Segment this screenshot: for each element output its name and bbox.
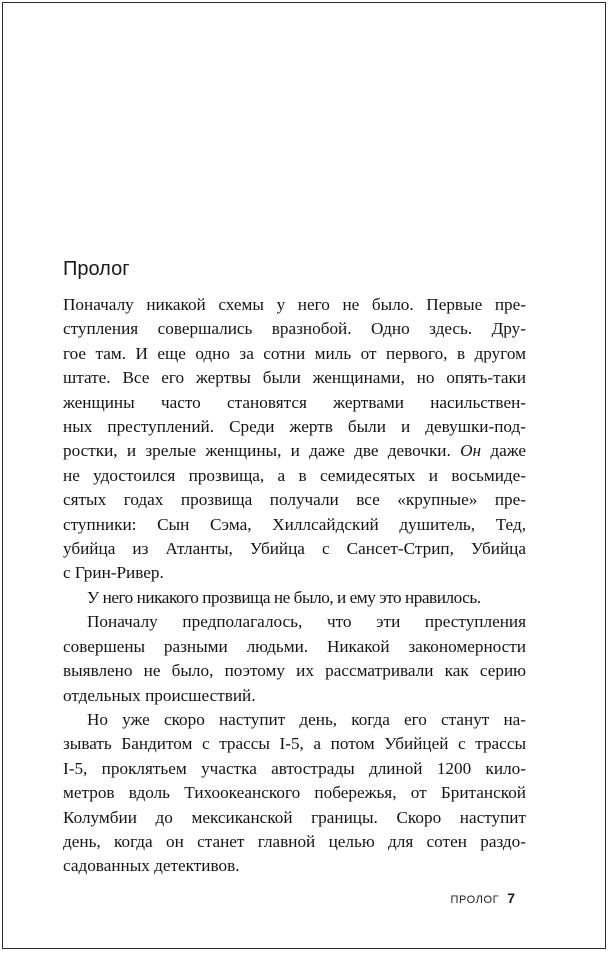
text-line: выявлено не было, поэтому их рассматривали как серию (63, 661, 526, 681)
book-page (2, 2, 606, 949)
text-fragment: даже (481, 441, 527, 461)
text-line: I-5, проклятьем участка автострады длиной 1200 кило- (63, 758, 526, 778)
running-head: ПРОЛОГ (450, 894, 500, 906)
text-line: гое там. И еще одно за сотни миль от первого, в другом (63, 343, 526, 363)
chapter-title: Пролог (63, 258, 130, 280)
italic-word: Он (460, 441, 482, 461)
text-line: садованных детективов. (63, 856, 240, 876)
text-line: не удостоился прозвища, а в семидесятых и восьмиде- (63, 465, 526, 485)
text-line: ступления совершались вразнобой. Одно здесь. Дру- (63, 319, 526, 339)
page-footer (450, 890, 515, 908)
text-line: штате. Все его жертвы были женщинами, но опять-таки (63, 368, 526, 388)
text-line: Поначалу никакой схемы у него не было. Первые пре- (63, 295, 526, 314)
text-line: ных преступлений. Среди жертв были и девушки-под- (63, 417, 526, 437)
text-line: женщины часто становятся жертвами насильствен- (63, 392, 526, 412)
text-line: метров вдоль Тихоокеанского побережья, от Британской (63, 783, 526, 803)
text-line: Колумбии до мексиканской границы. Скоро наступит (63, 807, 526, 827)
text-line: совершены разными людьми. Никакой закономерности (63, 636, 526, 656)
text-line: зывать Бандитом с трассы I-5, а потом Убийцей с трассы (63, 734, 526, 754)
page-number: 7 (507, 890, 515, 906)
text-line: Поначалу предполагалось, что эти преступления (87, 612, 526, 632)
text-line: отдельных происшествий. (63, 685, 256, 705)
text-line: У него никакого прозвища не было, и ему это нравилось. (87, 587, 481, 607)
text-line: день, когда он станет главной целью для сотен раздо- (63, 831, 526, 851)
text-line: сятых годах прозвища получали все «крупные» пре- (63, 490, 526, 510)
text-line: Но уже скоро наступит день, когда его станут на- (87, 709, 526, 729)
text-fragment: ростки, и зрелые женщины, и даже две девочки. (63, 441, 451, 461)
body-text (63, 293, 526, 879)
text-line: с Грин-Ривер. (63, 563, 164, 583)
text-line: убийца из Атланты, Убийца с Сансет-Стрип, Убийца (63, 539, 526, 559)
text-line (63, 439, 526, 463)
text-line: ступники: Сын Сэма, Хиллсайдский душитель, Тед, (63, 514, 526, 534)
